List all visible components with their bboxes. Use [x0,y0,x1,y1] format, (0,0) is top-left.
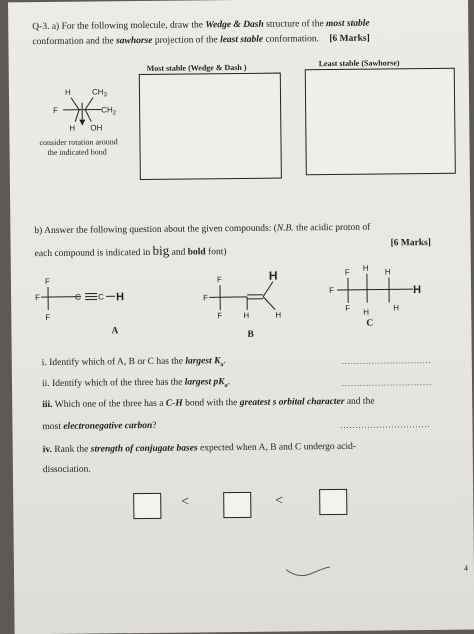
svg-text:H: H [269,269,278,283]
svg-text:H: H [393,303,399,312]
svg-text:H: H [275,311,281,320]
question-line-2: conformation and the sawhorse projection of the least stable conformation. [6 Marks] [32,34,369,48]
svg-text:F: F [217,275,222,284]
svg-text:H: H [243,311,249,320]
part-b-marks: [6 Marks] [391,238,431,248]
molecule-a-drawing [35,85,126,136]
less-than-sign-2: < [275,494,283,510]
compound-b-label: B [247,330,253,340]
atom-h-top: H [65,88,71,97]
part-b-line-2: each compound is indicated in big and bold font) [35,242,227,260]
compound-c-label: C [366,319,373,329]
rotation-note-2: the indicated bond [48,147,107,157]
svg-text:F: F [203,293,208,302]
less-than-sign-1: < [181,495,189,511]
rank-box-2[interactable] [223,492,251,518]
page-number: 4 [464,564,468,573]
rotation-note-1: consider rotation around [39,137,117,147]
most-stable-header: Most stable (Wedge & Dash ) [147,63,247,73]
compound-a-label: A [111,326,118,336]
atom-oh: OH [90,123,102,132]
question-iii-line-2: most electronegative carbon? [42,421,156,432]
svg-text:F: F [217,311,222,320]
atom-ch2: $CH_2$ [101,105,117,116]
atom-ch3: $CH_3$ [92,87,108,98]
svg-text:H: H [116,291,124,303]
answer-line-ii[interactable]: .............................. [342,378,432,388]
svg-text:H: H [363,264,369,273]
least-stable-header: Least stable (Sawhorse) [319,58,400,68]
question-i: i. Identify which of A, B or C has the largest $K_a$. [42,356,226,370]
rank-box-1[interactable] [133,493,161,519]
question-line-1: Q-3. a) For the following molecule, draw the Wedge & Dash structure of the most stable [32,19,369,33]
compound-c-structure [329,262,440,327]
svg-text:F: F [345,268,350,277]
svg-text:F: F [45,313,50,322]
svg-text:H: H [363,308,369,317]
answer-line-iii[interactable]: .............................. [340,420,430,430]
pencil-scribble [284,565,334,582]
question-iv: iv. Rank the strength of conjugate bases expected when A, B and C undergo acid- [43,442,356,455]
question-ii: ii. Identify which of the three has the largest $pK_a$. [42,377,230,391]
compound-a-structure [35,271,146,332]
atom-h-bottom: H [69,124,75,133]
svg-text:C: C [98,292,104,301]
svg-text:H: H [385,267,391,276]
question-iv-line-2: dissociation. [43,465,91,475]
svg-text:F: F [35,293,40,302]
wedge-dash-answer-box[interactable] [139,73,282,180]
rank-box-3[interactable] [319,489,347,515]
question-iii: iii. Which one of the three has a C-H bond with the greatest s orbital character and the [42,397,374,410]
sawhorse-answer-box[interactable] [305,68,456,176]
svg-text:C: C [75,293,81,302]
svg-text:F: F [45,277,50,286]
worksheet-page [8,0,474,634]
part-b-line-1: b) Answer the following question about the given compounds: (N.B. the acidic proton of [34,223,370,237]
answer-line-i[interactable]: .............................. [342,356,432,366]
svg-text:F: F [345,304,350,313]
svg-text:H: H [413,284,421,296]
atom-f: F [53,106,58,115]
svg-text:F: F [329,286,334,295]
compound-b-structure [203,267,304,328]
